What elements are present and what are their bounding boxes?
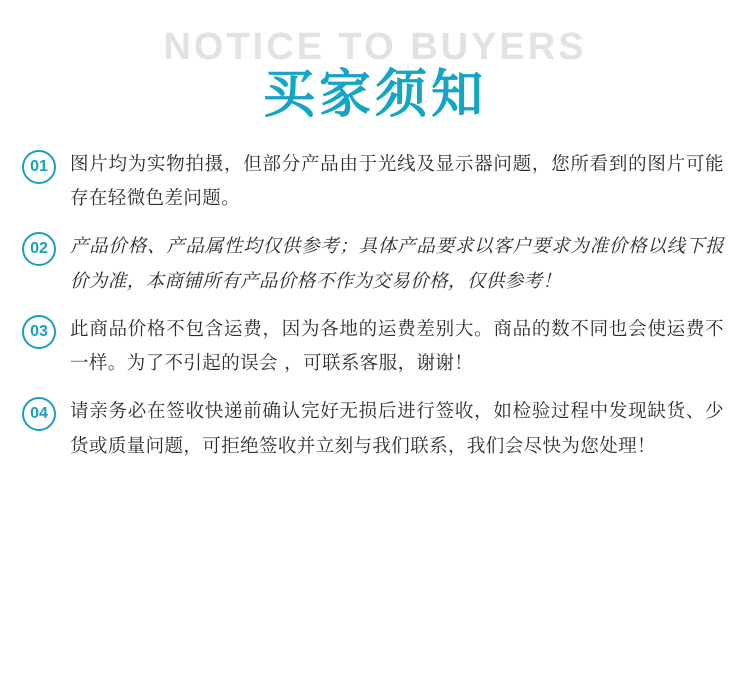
list-item	[22, 230, 724, 298]
watermark-text: NOTICE TO BUYERS	[163, 26, 587, 68]
item-text: 请亲务必在签收快递前确认完好无损后进行签收，如检验过程中发现缺货、少货或质量问题，可拒绝签收并立刻与我们联系，我们会尽快为您处理！	[70, 401, 724, 457]
notice-list	[0, 140, 750, 464]
page-title: 买家须知	[262, 65, 487, 125]
list-item	[22, 313, 724, 381]
item-text: 此商品价格不包含运费，因为各地的运费差别大。商品的数不同也会使运费不一样。为了不引起的误会 ，可联系客服，谢谢！	[70, 318, 724, 375]
item-text: 图片均为实物拍摄，但部分产品由于光线及显示器问题，您所看到的图片可能存在轻微色差问题。	[70, 154, 724, 210]
item-number-badge: 04	[22, 397, 56, 431]
list-item	[22, 148, 724, 216]
item-number-badge: 02	[22, 232, 56, 266]
item-number-badge: 03	[22, 315, 56, 349]
page-header	[0, 0, 750, 140]
list-item	[22, 395, 724, 463]
item-number-badge: 01	[22, 150, 56, 184]
item-text: 产品价格、产品属性均仅供参考；具体产品要求以客户要求为准价格以线下报价为准，本商铺所有产品价格不作为交易价格，仅供参考！	[70, 236, 724, 292]
